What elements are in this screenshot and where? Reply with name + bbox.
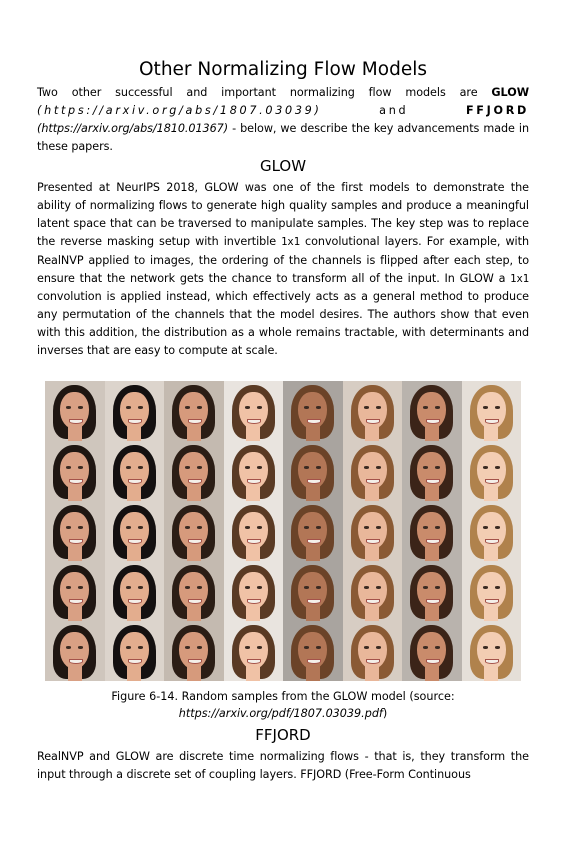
sample-face bbox=[283, 381, 343, 441]
sample-face bbox=[105, 621, 165, 681]
sample-face bbox=[462, 501, 522, 561]
sample-face bbox=[224, 441, 284, 501]
code-1x1: 1x1 bbox=[510, 272, 529, 285]
intro-text-start: Two other successful and important normalizing flow models are bbox=[37, 86, 492, 99]
sample-face bbox=[224, 501, 284, 561]
sample-face bbox=[283, 621, 343, 681]
sample-face bbox=[283, 441, 343, 501]
glow-text-c: convolution is applied instead, which effectively acts as a general method to produce any permutation of the channels that the model desires. The authors show that even with this addition, the distribution as a whole remains tractable, with determinants and inverses that are easy to compute at scale. bbox=[37, 290, 529, 358]
sample-face bbox=[164, 381, 224, 441]
intro-paragraph bbox=[37, 84, 529, 156]
sample-face bbox=[402, 381, 462, 441]
sample-face bbox=[164, 621, 224, 681]
glow-paragraph bbox=[37, 179, 529, 360]
page-title: Other Normalizing Flow Models bbox=[139, 59, 427, 80]
glow-heading: GLOW bbox=[259, 157, 307, 175]
sample-face bbox=[343, 501, 403, 561]
sample-face bbox=[402, 621, 462, 681]
sample-face bbox=[45, 441, 105, 501]
sample-face bbox=[402, 561, 462, 621]
sample-face bbox=[224, 621, 284, 681]
glow-link[interactable]: (https://arxiv.org/abs/1807.03039) bbox=[37, 103, 322, 117]
sample-face bbox=[105, 561, 165, 621]
ffjord-paragraph: RealNVP and GLOW are discrete time normalizing flows - that is, they transform the input through a discrete set of coupling layers. FFJORD (Free-Form Continuous bbox=[37, 750, 529, 781]
sample-face bbox=[164, 561, 224, 621]
sample-face bbox=[462, 441, 522, 501]
sample-face bbox=[224, 561, 284, 621]
sample-face bbox=[343, 441, 403, 501]
ffjord-link[interactable]: (https://arxiv.org/abs/1810.01367) bbox=[37, 121, 229, 135]
code-1x1: 1x1 bbox=[281, 235, 300, 248]
caption-text: Figure 6-14. Random samples from the GLOW model (source: bbox=[111, 690, 455, 703]
sample-face bbox=[343, 381, 403, 441]
sample-face bbox=[224, 381, 284, 441]
intro-text-end: - below, we describe the key advancements made in these papers. bbox=[37, 121, 529, 153]
sample-face bbox=[45, 381, 105, 441]
sample-face bbox=[462, 561, 522, 621]
sample-face bbox=[402, 441, 462, 501]
caption-end: ) bbox=[382, 707, 388, 720]
sample-face bbox=[462, 621, 522, 681]
sample-face bbox=[45, 501, 105, 561]
ffjord-name: FFJORD bbox=[465, 103, 529, 117]
glow-name: GLOW bbox=[491, 86, 529, 99]
glow-text-a: Presented at NeurIPS 2018, GLOW was one of the first models to demonstrate the ability of normalizing flows to generate high quality samples and produce a meaningful latent space that can be traversed to manipulate samples. The key step was to replace the reverse masking setup with invertible bbox=[37, 181, 529, 248]
glow-text-b: convolutional layers. For example, with RealNVP applied to images, the ordering of the channels is flipped after each step, to ensure that the network gets the chance to transform all of the input. In GLOW a bbox=[37, 234, 529, 285]
ffjord-heading: FFJORD bbox=[255, 726, 311, 744]
sample-face bbox=[105, 441, 165, 501]
figure-caption bbox=[37, 688, 529, 722]
sample-face bbox=[343, 621, 403, 681]
sample-face bbox=[283, 561, 343, 621]
sample-face bbox=[105, 501, 165, 561]
sample-face bbox=[164, 501, 224, 561]
glow-samples-image bbox=[45, 381, 521, 681]
sample-face bbox=[45, 561, 105, 621]
sample-face bbox=[283, 501, 343, 561]
sample-face bbox=[164, 441, 224, 501]
sample-face bbox=[45, 621, 105, 681]
caption-link[interactable]: https://arxiv.org/pdf/1807.03039.pdf bbox=[178, 707, 383, 720]
sample-face bbox=[343, 561, 403, 621]
sample-face bbox=[105, 381, 165, 441]
and-word: and bbox=[321, 103, 466, 117]
sample-face bbox=[402, 501, 462, 561]
sample-face bbox=[462, 381, 522, 441]
